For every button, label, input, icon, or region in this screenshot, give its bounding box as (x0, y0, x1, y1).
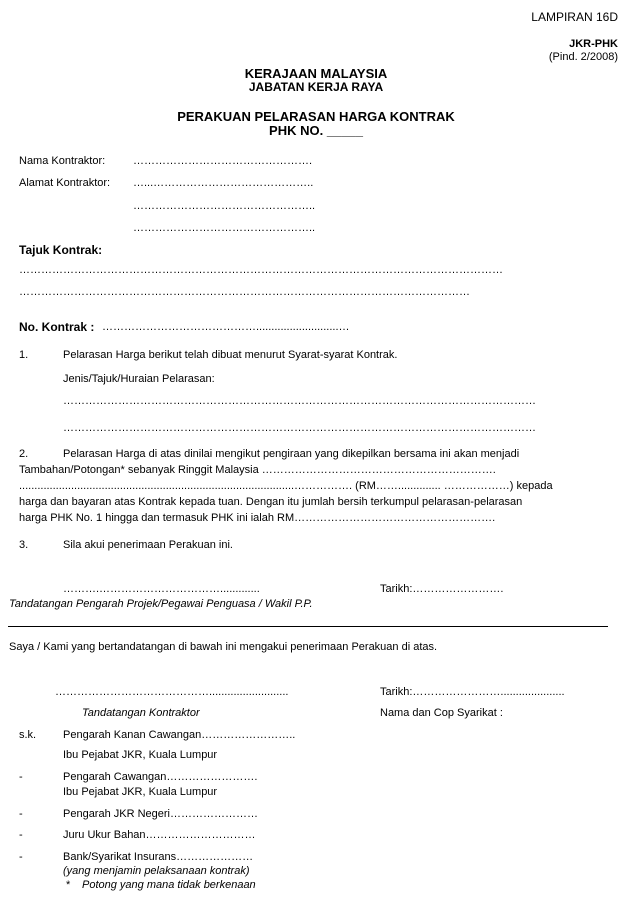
title-department: JABATAN KERJA RAYA (248, 80, 384, 94)
lampiran-label: LAMPIRAN 16D (531, 10, 618, 24)
cc-recipient-address: Ibu Pejabat JKR, Kuala Lumpur (63, 749, 218, 761)
item1-number: 1. (19, 349, 29, 361)
item2-line: ..........................................................................................……………. (RM…….............. ………………) kepada (19, 480, 553, 492)
cc-recipient: Pengarah Cawangan……………………. (63, 771, 258, 783)
director-date-field: Tarikh:……………………. (380, 583, 504, 595)
contractor-name-label: Nama Kontraktor: (19, 155, 106, 167)
item1-line: ………………………………………………………………………………………………………………… (63, 422, 536, 434)
cc-marker: - (19, 829, 23, 841)
contractor-address-line: ………………………………………….. (133, 222, 316, 234)
contractor-signature-caption: Tandatangan Kontraktor (82, 707, 200, 719)
form-revision: (Pind. 2/2008) (548, 51, 618, 63)
item2-number: 2. (19, 448, 29, 460)
guarantee-note: (yang menjamin pelaksanaan kontrak) (63, 865, 250, 877)
contract-no-label: No. Kontrak : (19, 320, 95, 334)
cc-recipient-address: Ibu Pejabat JKR, Kuala Lumpur (63, 786, 218, 798)
title-certificate: PERAKUAN PELARASAN HARGA KONTRAK (177, 109, 455, 124)
contractor-signature-line: …………………………………….......................... (55, 686, 289, 698)
item3-number: 3. (19, 539, 29, 551)
title-government: KERAJAAN MALAYSIA (244, 66, 388, 81)
contract-title-label: Tajuk Kontrak: (19, 243, 103, 257)
section-divider (8, 626, 608, 627)
director-signature-caption: Tandatangan Pengarah Projek/Pegawai Penguasa / Wakil P.P. (9, 598, 313, 610)
contract-title-line: …………………………………………………………………………………………………………………… (19, 264, 503, 276)
form-code: JKR-PHK (569, 38, 618, 50)
cc-recipient: Pengarah JKR Negeri…………………… (63, 808, 259, 820)
contractor-address-label: Alamat Kontraktor: (19, 177, 111, 189)
item1-text: Pelarasan Harga berikut telah dibuat menurut Syarat-syarat Kontrak. (63, 349, 398, 361)
contractor-address-line: …...…………………………………….. (133, 177, 314, 189)
contractor-date-field: Tarikh:……………………..................... (380, 686, 565, 698)
cc-marker: - (19, 771, 23, 783)
director-signature-line: ……….……………………………............. (63, 583, 260, 595)
acknowledgement-text: Saya / Kami yang bertandatangan di bawah ini mengakui penerimaan Perakuan di atas. (9, 641, 438, 653)
strike-note: Potong yang mana tidak berkenaan (82, 879, 256, 891)
item3-text: Sila akui penerimaan Perakuan ini. (63, 539, 233, 551)
cc-marker: s.k. (19, 729, 37, 741)
contract-no-field: ……………………………………...........................… (102, 321, 350, 333)
asterisk-marker: * (66, 879, 71, 891)
cc-marker: - (19, 851, 23, 863)
item1-line: ………………………………………………………………………………………………………………… (63, 395, 536, 407)
title-phk-number: PHK NO. _____ (269, 123, 363, 138)
contractor-name-field: …………………………………………. (133, 155, 313, 167)
contractor-address-line: ………………………………………….. (133, 200, 316, 212)
cc-recipient: Juru Ukur Bahan………………………… (63, 829, 256, 841)
company-stamp-label: Nama dan Cop Syarikat : (380, 707, 503, 719)
cc-marker: - (19, 808, 23, 820)
item2-line: Pelarasan Harga di atas dinilai mengikut pengiraan yang dikepilkan bersama ini akan menjadi (63, 448, 520, 460)
item1-sub-label: Jenis/Tajuk/Huraian Pelarasan: (63, 373, 215, 385)
item2-line: harga dan bayaran atas Kontrak kepada tuan. Dengan itu jumlah bersih terkumpul pelarasan-pelarasan (19, 496, 523, 508)
cc-recipient: Bank/Syarikat Insurans………………… (63, 851, 254, 863)
item2-line: harga PHK No. 1 hingga dan termasuk PHK ini ialah RM………………………………………………. (19, 512, 496, 524)
item2-line: Tambahan/Potongan* sebanyak Ringgit Malaysia ………………………………………………………. (19, 464, 496, 476)
contract-title-line: …………………………………………………………………………………………………………… (19, 286, 470, 298)
cc-recipient: Pengarah Kanan Cawangan…………………….. (63, 729, 296, 741)
